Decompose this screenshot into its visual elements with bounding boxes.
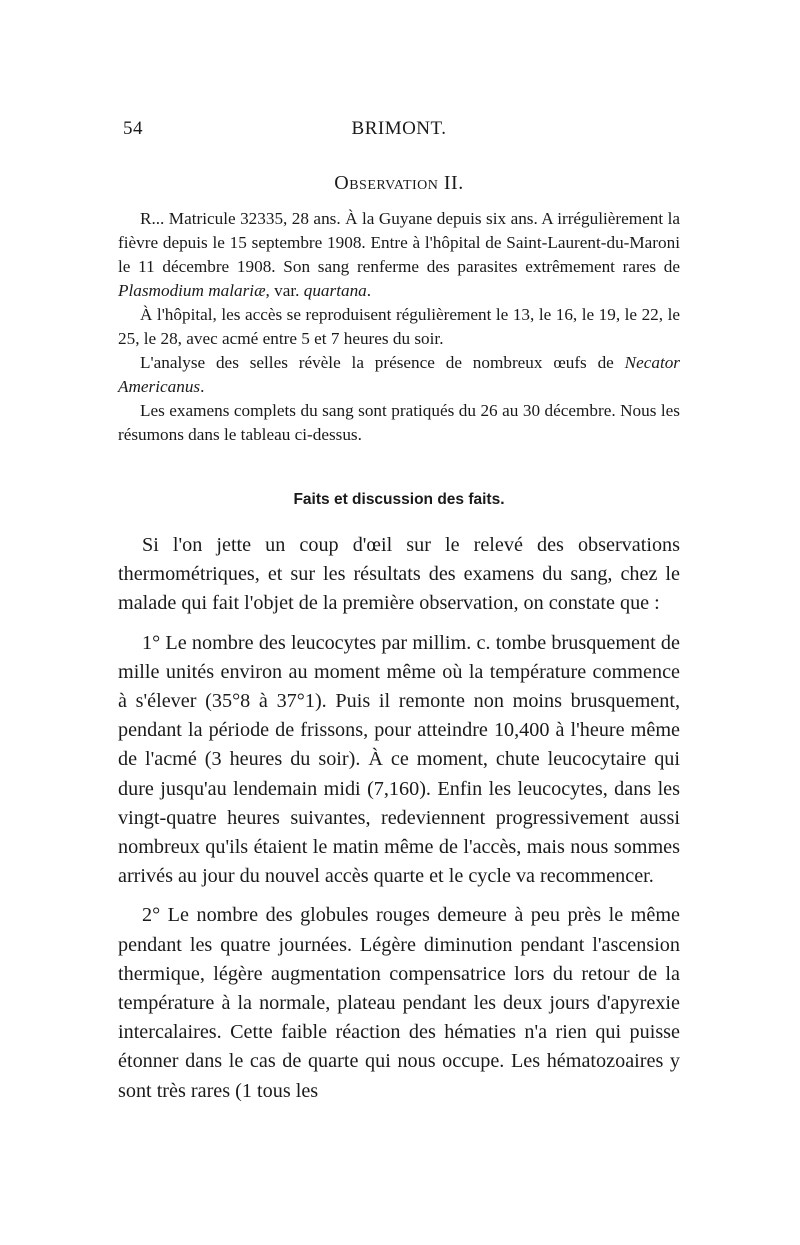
observation-text: L'analyse des selles révèle la présence de nombreux œufs de: [140, 353, 625, 372]
species-name: Necator Americanus: [118, 353, 680, 396]
observation-text: R... Matricule 32335, 28 ans. À la Guyane depuis six ans. A irrégulièrement la fièvre depuis le 15 septembre 1908. Entre à l'hôpital de Saint-Laurent-du-Maroni le 11 décembre 1908. Son sang renferme des parasites extrêmement rares de: [118, 209, 680, 276]
body-paragraph: Si l'on jette un coup d'œil sur le relevé des observations thermométriques, et sur les résultats des examens du sang, chez le malade qui fait l'objet de la première observation, on constate que :: [118, 534, 680, 615]
observation-text: .: [200, 377, 205, 396]
observation-text: , var.: [265, 281, 304, 300]
book-page: [118, 118, 680, 1106]
observation-body: [118, 207, 680, 447]
species-name: Plasmodium malariæ: [118, 281, 266, 300]
section-body: [118, 531, 680, 1106]
observation-paragraph: [118, 351, 680, 399]
page-number: 54: [123, 118, 143, 139]
observation-paragraph: [118, 399, 680, 447]
observation-title: Observation II.: [334, 172, 464, 194]
variety-name: quartana: [303, 281, 367, 300]
running-head-author: BRIMONT.: [351, 118, 447, 139]
body-paragraph: 1° Le nombre des leucocytes par millim. c. tombe brusquement de mille unités environ au moment même où la température commence à s'élever (35°8 à 37°1). Puis il remonte non moins brusquement, pendant la période de frissons, pour atteindre 10,400 à l'heure même de l'acmé (3 heures du soir). À ce moment, chute leucocytaire qui dure jusqu'au lendemain midi (7,160). Enfin les leucocytes, dans les vingt-quatre heures suivantes, redeviennent progressivement aussi nombreux qu'ils étaient le matin même de l'accès, mais nous sommes arrivés au jour du nouvel accès quarte et le cycle va recommencer.: [118, 631, 680, 888]
body-paragraph: 2° Le nombre des globules rouges demeure à peu près le même pendant les quatre journées. Légère diminution pendant l'ascension thermique, légère augmentation compensatrice lors du retour de la température à la normale, plateau pendant les deux jours d'apyrexie intercalaires. Cette faible réaction des hématies n'a rien qui puisse étonner dans le cas de quarte qui nous occupe. Les hématozoaires y sont très rares (1 tous les: [118, 904, 680, 1102]
observation-text: Les examens complets du sang sont pratiqués du 26 au 30 décembre. Nous les résumons dans le tableau ci-dessus.: [118, 401, 680, 444]
observation-text: .: [366, 281, 372, 300]
observation-text: À l'hôpital, les accès se reproduisent régulièrement le 13, le 16, le 19, le 22, le 25, le 28, avec acmé entre 5 et 7 heures du soir.: [118, 305, 680, 348]
observation-paragraph: [118, 303, 680, 351]
observation-paragraph: [118, 207, 680, 303]
section-title: Faits et discussion des faits.: [293, 491, 505, 508]
running-head: [118, 118, 680, 148]
